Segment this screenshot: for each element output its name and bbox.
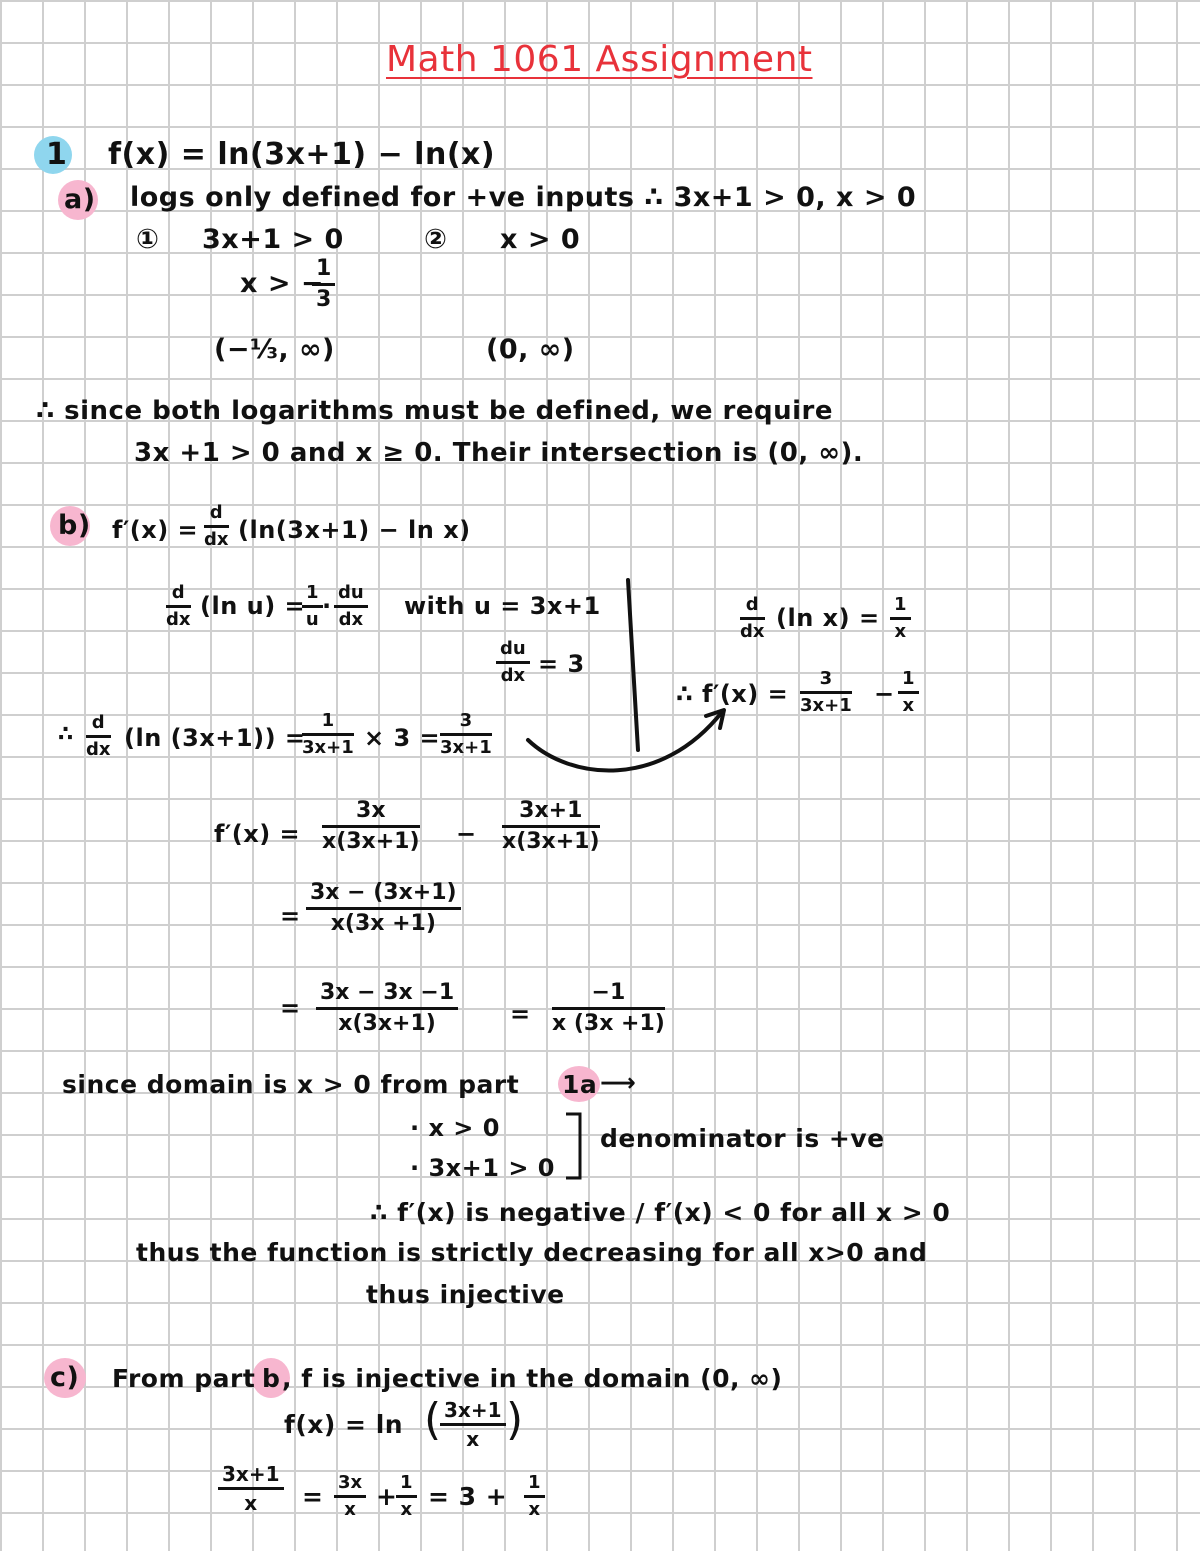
- res-mid: (ln (3x+1)) =: [124, 724, 306, 752]
- cond2: x > 0: [500, 224, 581, 255]
- thus-line-1: thus the function is strictly decreasing for all x>0 and: [136, 1238, 928, 1267]
- c-den: x: [400, 1499, 413, 1520]
- c-den: x: [344, 1499, 356, 1520]
- c-den: x: [466, 1427, 480, 1451]
- negative-text: ∴ f′(x) is negative / f′(x) < 0 for all x > 0: [370, 1198, 951, 1227]
- dlnx-mid: (ln x) =: [776, 604, 880, 632]
- d-num: d: [204, 504, 229, 528]
- alg-den: x(3x+1): [502, 829, 600, 854]
- c-num: 3x: [334, 1474, 366, 1498]
- page-title: Math 1061 Assignment: [386, 39, 813, 80]
- part-b-rhs: (ln(3x+1) − ln x): [238, 516, 471, 544]
- part-c-label: c): [50, 1362, 80, 1393]
- c-num: 3x+1: [440, 1400, 506, 1426]
- alg-num: 3x: [322, 800, 420, 828]
- alg1-lhs: f′(x) =: [214, 820, 301, 848]
- c-num: 3x+1: [218, 1464, 284, 1490]
- fp-num: 3: [800, 670, 852, 694]
- right-bracket: [566, 1114, 580, 1178]
- d-num: d: [166, 584, 191, 608]
- fp-den: x: [902, 695, 915, 716]
- line3-eq: =: [302, 1482, 324, 1511]
- bullet-1: · x > 0: [410, 1114, 500, 1142]
- part-b-lhs: f′(x) =: [112, 516, 199, 544]
- dx-den: dx: [740, 621, 765, 642]
- d-num: d: [740, 596, 765, 620]
- x-den: x: [894, 621, 907, 642]
- res-num: 3: [440, 712, 492, 736]
- cond1-marker: ①: [136, 224, 160, 255]
- du-num: du: [496, 640, 530, 664]
- part-c-line1-a: From part: [112, 1364, 256, 1393]
- fraction-num: 1: [312, 258, 335, 286]
- dx-den: dx: [166, 609, 191, 630]
- cond1-solve: x > −: [240, 268, 324, 299]
- domain-arrow: ⟶: [600, 1068, 637, 1097]
- part-a-label: a): [64, 184, 96, 215]
- fp-den: 3x+1: [800, 695, 852, 716]
- domain-text: since domain is x > 0 from part: [62, 1070, 520, 1099]
- d-num: d: [86, 714, 111, 738]
- line3-tail: = 3 +: [428, 1482, 508, 1511]
- interval-2: (0, ∞): [486, 334, 575, 365]
- curved-arrow: [528, 712, 722, 771]
- alg-den: x(3x+1): [322, 829, 420, 854]
- line3-plus: +: [376, 1482, 398, 1511]
- alg-den: x(3x+1): [338, 1011, 436, 1036]
- c-den: x: [528, 1499, 541, 1520]
- question-function: f(x) = ln(3x+1) − ln(x): [108, 137, 496, 172]
- bullet-2: · 3x+1 > 0: [410, 1154, 555, 1182]
- alg-den: x(3x +1): [330, 911, 436, 936]
- fp-num: 1: [898, 670, 919, 694]
- alg2-eq: =: [280, 902, 301, 930]
- alg-num: 3x+1: [502, 800, 600, 828]
- domain-ref: 1a: [562, 1070, 598, 1099]
- vertical-divider: [628, 580, 638, 750]
- part-a-conclusion-1: ∴ since both logarithms must be defined, we require: [36, 396, 833, 426]
- c-num: 1: [396, 1474, 417, 1498]
- res-therefore: ∴: [58, 722, 74, 747]
- chain-dot: ·: [322, 592, 332, 620]
- dx-den: dx: [204, 529, 229, 550]
- res-num: 1: [302, 712, 354, 736]
- u-den: u: [305, 609, 319, 630]
- part-c-line1-b: , f is injective in the domain (0, ∞): [282, 1364, 783, 1393]
- alg-num: −1: [552, 982, 665, 1010]
- denominator-text: denominator is +ve: [600, 1124, 885, 1153]
- fraction-den: 3: [316, 287, 332, 312]
- alg-num: 3x − 3x −1: [316, 982, 458, 1010]
- cond1: 3x+1 > 0: [202, 224, 344, 255]
- fp-lhs: ∴ f′(x) =: [676, 680, 789, 708]
- alg3-eq2: =: [510, 1000, 531, 1028]
- du-num: du: [334, 584, 368, 608]
- chain-with: with u = 3x+1: [404, 592, 601, 620]
- one-num: 1: [302, 584, 323, 608]
- res-den: 3x+1: [302, 737, 354, 758]
- alg3-eq: =: [280, 994, 301, 1022]
- c-num: 1: [524, 1474, 545, 1498]
- interval-1: (−⅓, ∞): [214, 334, 335, 365]
- res-den: 3x+1: [440, 737, 492, 758]
- alg-num: 3x − (3x+1): [306, 882, 461, 910]
- fp-minus: −: [874, 680, 895, 708]
- alg1-minus: −: [456, 820, 477, 848]
- paren-open: (: [424, 1394, 442, 1445]
- part-c-line2-lhs: f(x) = ln: [284, 1410, 404, 1439]
- one-num: 1: [890, 596, 911, 620]
- alg-den: x (3x +1): [552, 1011, 665, 1036]
- c-den: x: [244, 1491, 258, 1515]
- part-b-label: b): [58, 510, 91, 541]
- res-times: × 3 =: [364, 724, 441, 752]
- thus-line-2: thus injective: [366, 1280, 565, 1309]
- part-a-line1: logs only defined for +ve inputs ∴ 3x+1 > 0, x > 0: [130, 182, 917, 213]
- dx-den: dx: [86, 739, 111, 760]
- chain-mid: (ln u) =: [200, 592, 306, 620]
- dx-den: dx: [500, 665, 526, 686]
- dx-den: dx: [338, 609, 364, 630]
- paren-close: ): [506, 1394, 524, 1445]
- cond2-marker: ②: [424, 224, 448, 255]
- question-number: 1: [46, 137, 68, 172]
- part-a-conclusion-2: 3x +1 > 0 and x ≥ 0. Their intersection is (0, ∞).: [134, 438, 864, 468]
- part-c-ref: b: [262, 1364, 281, 1393]
- du-eq: = 3: [538, 650, 585, 678]
